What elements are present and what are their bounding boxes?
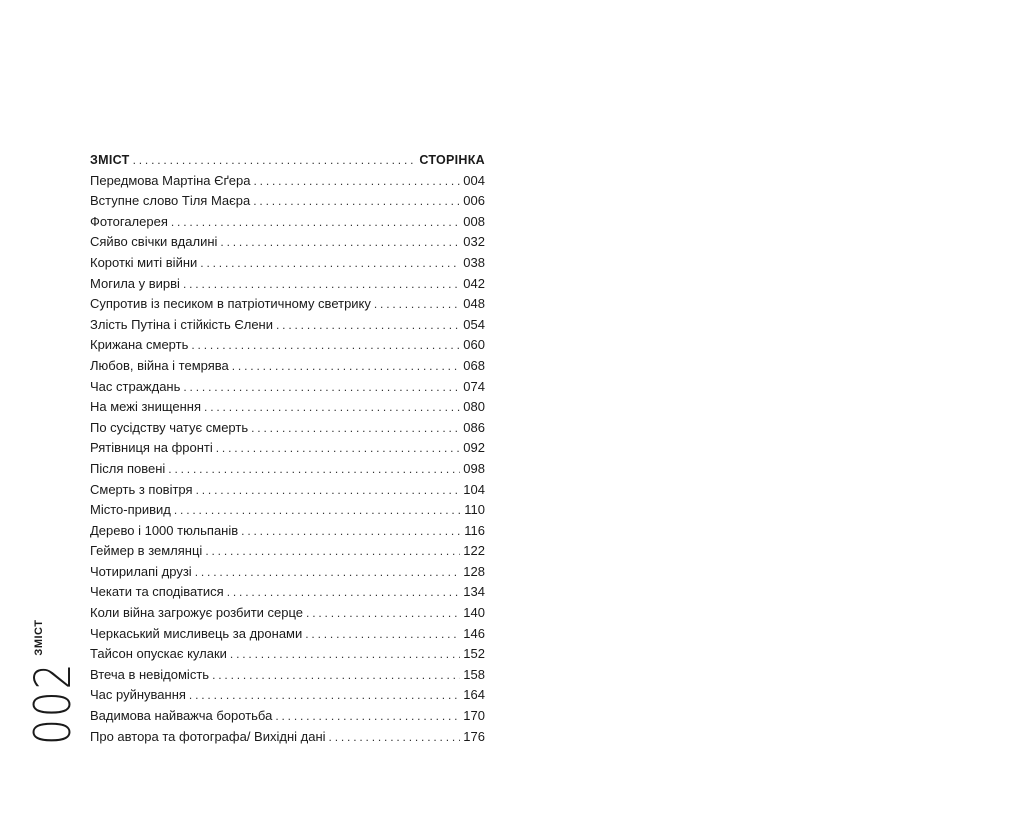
dot-leader <box>306 603 460 624</box>
toc-entry <box>90 356 485 377</box>
toc-entry-page: 006 <box>463 193 485 209</box>
toc-entry <box>90 274 485 295</box>
toc-entry <box>90 212 485 233</box>
toc-entry-title: Після повені <box>90 460 166 476</box>
side-folio <box>24 619 82 745</box>
toc-entries <box>90 171 485 748</box>
dot-leader <box>230 644 460 665</box>
toc-entry <box>90 706 485 727</box>
dot-leader <box>253 191 460 212</box>
toc-entry-title: Чекати та сподіватися <box>90 584 224 600</box>
toc-entry-title: Місто-привид <box>90 502 171 518</box>
dot-leader <box>374 294 460 315</box>
toc-entry-page: 110 <box>464 502 485 518</box>
toc-entry <box>90 459 485 480</box>
dot-leader <box>183 274 460 295</box>
toc-entry-page: 054 <box>463 316 485 332</box>
toc-entry-page: 146 <box>463 625 485 641</box>
toc-entry <box>90 480 485 501</box>
toc-header-page: СТОРІНКА <box>419 153 485 167</box>
toc-entry <box>90 232 485 253</box>
toc-entry <box>90 315 485 336</box>
dot-leader <box>276 315 460 336</box>
toc-entry <box>90 500 485 521</box>
toc-entry-page: 004 <box>463 172 485 188</box>
toc-entry <box>90 685 485 706</box>
toc-entry <box>90 624 485 645</box>
toc-entry-title: Черкаський мисливець за дронами <box>90 625 303 641</box>
dot-leader <box>251 418 460 439</box>
toc-entry-title: Час руйнування <box>90 687 186 703</box>
dot-leader <box>204 397 460 418</box>
toc-entry-title: Вадимова найважча боротьба <box>90 708 273 724</box>
toc-header-title: ЗМІСТ <box>90 153 130 167</box>
toc-entry <box>90 582 485 603</box>
dot-leader <box>275 706 460 727</box>
toc-entry-title: Тайсон опускає кулаки <box>90 646 227 662</box>
toc-entry <box>90 191 485 212</box>
dot-leader <box>212 665 460 686</box>
toc-entry-page: 158 <box>463 666 485 682</box>
toc-entry-title: Час страждань <box>90 378 181 394</box>
toc-entry <box>90 541 485 562</box>
toc-entry-page: 128 <box>463 563 485 579</box>
toc-entry-page: 170 <box>463 708 485 724</box>
toc-entry-page: 042 <box>463 275 485 291</box>
toc-entry <box>90 603 485 624</box>
dot-leader <box>227 582 461 603</box>
toc-entry-page: 092 <box>463 440 485 456</box>
toc-entry-title: Короткі миті війни <box>90 254 198 270</box>
toc-entry-page: 116 <box>464 522 485 538</box>
toc-entry-page: 152 <box>463 646 485 662</box>
toc-entry-title: Фотогалерея <box>90 213 168 229</box>
toc-entry-page: 080 <box>463 399 485 415</box>
toc-entry-title: Про автора та фотографа/ Вихідні дані <box>90 728 326 744</box>
toc-entry-title: Чотирилапі друзі <box>90 563 192 579</box>
toc-entry-page: 008 <box>463 213 485 229</box>
toc-entry-title: Рятівниця на фронті <box>90 440 213 456</box>
dot-leader <box>205 541 460 562</box>
toc-entry <box>90 335 485 356</box>
table-of-contents <box>90 150 485 747</box>
section-label: ЗМІСТ <box>33 619 45 656</box>
toc-entry-title: Смерть з повітря <box>90 481 193 497</box>
dot-leader <box>305 624 460 645</box>
dot-leader <box>232 356 461 377</box>
toc-entry-page: 098 <box>463 460 485 476</box>
dot-leader <box>171 212 460 233</box>
dot-leader <box>196 480 461 501</box>
dot-leader <box>220 232 460 253</box>
dot-leader <box>189 685 460 706</box>
toc-entry-page: 134 <box>463 584 485 600</box>
dot-leader <box>254 171 461 192</box>
dot-leader <box>195 562 461 583</box>
toc-entry-page: 176 <box>463 728 485 744</box>
toc-entry-title: Втеча в невідомість <box>90 666 210 682</box>
toc-entry <box>90 562 485 583</box>
dot-leader <box>174 500 461 521</box>
dot-leader <box>183 377 460 398</box>
toc-entry <box>90 377 485 398</box>
toc-entry <box>90 438 485 459</box>
toc-entry <box>90 644 485 665</box>
toc-entry <box>90 171 485 192</box>
toc-entry-title: По сусідству чатує смерть <box>90 419 249 435</box>
toc-entry-title: Крижана смерть <box>90 337 189 353</box>
dot-leader <box>216 438 461 459</box>
toc-entry <box>90 727 485 748</box>
toc-entry-page: 122 <box>463 543 485 559</box>
toc-entry-page: 074 <box>463 378 485 394</box>
page-number: 002 <box>24 661 82 745</box>
dot-leader <box>200 253 460 274</box>
toc-entry-page: 068 <box>463 357 485 373</box>
dot-leader <box>168 459 460 480</box>
toc-entry-title: Супротив із песиком в патріотичному светрику <box>90 296 371 312</box>
toc-entry-page: 164 <box>463 687 485 703</box>
toc-entry-title: Коли війна загрожує розбити серце <box>90 605 304 621</box>
toc-entry <box>90 521 485 542</box>
toc-header <box>90 150 485 171</box>
toc-entry-title: Дерево і 1000 тюльпанів <box>90 522 239 538</box>
dot-leader <box>241 521 461 542</box>
toc-entry-title: Сяйво свічки вдалині <box>90 234 218 250</box>
toc-entry-page: 140 <box>463 605 485 621</box>
toc-entry <box>90 253 485 274</box>
toc-entry-page: 060 <box>463 337 485 353</box>
toc-entry-page: 038 <box>463 254 485 270</box>
toc-entry-title: Могила у вирві <box>90 275 180 291</box>
toc-entry-page: 032 <box>463 234 485 250</box>
toc-entry <box>90 294 485 315</box>
toc-entry-page: 086 <box>463 419 485 435</box>
toc-entry-title: Любов, війна і темрява <box>90 357 229 373</box>
toc-entry <box>90 665 485 686</box>
dot-leader <box>329 727 461 748</box>
toc-entry-title: Передмова Мартіна Єґера <box>90 172 251 188</box>
toc-entry-title: Вступне слово Тіля Маєра <box>90 193 251 209</box>
toc-entry-page: 104 <box>463 481 485 497</box>
toc-entry <box>90 418 485 439</box>
dot-leader <box>191 335 460 356</box>
toc-entry-title: На межі знищення <box>90 399 202 415</box>
toc-entry-title: Геймер в землянці <box>90 543 203 559</box>
toc-entry <box>90 397 485 418</box>
dot-leader <box>133 150 417 171</box>
toc-entry-page: 048 <box>463 296 485 312</box>
toc-entry-title: Злість Путіна і стійкість Єлени <box>90 316 273 332</box>
